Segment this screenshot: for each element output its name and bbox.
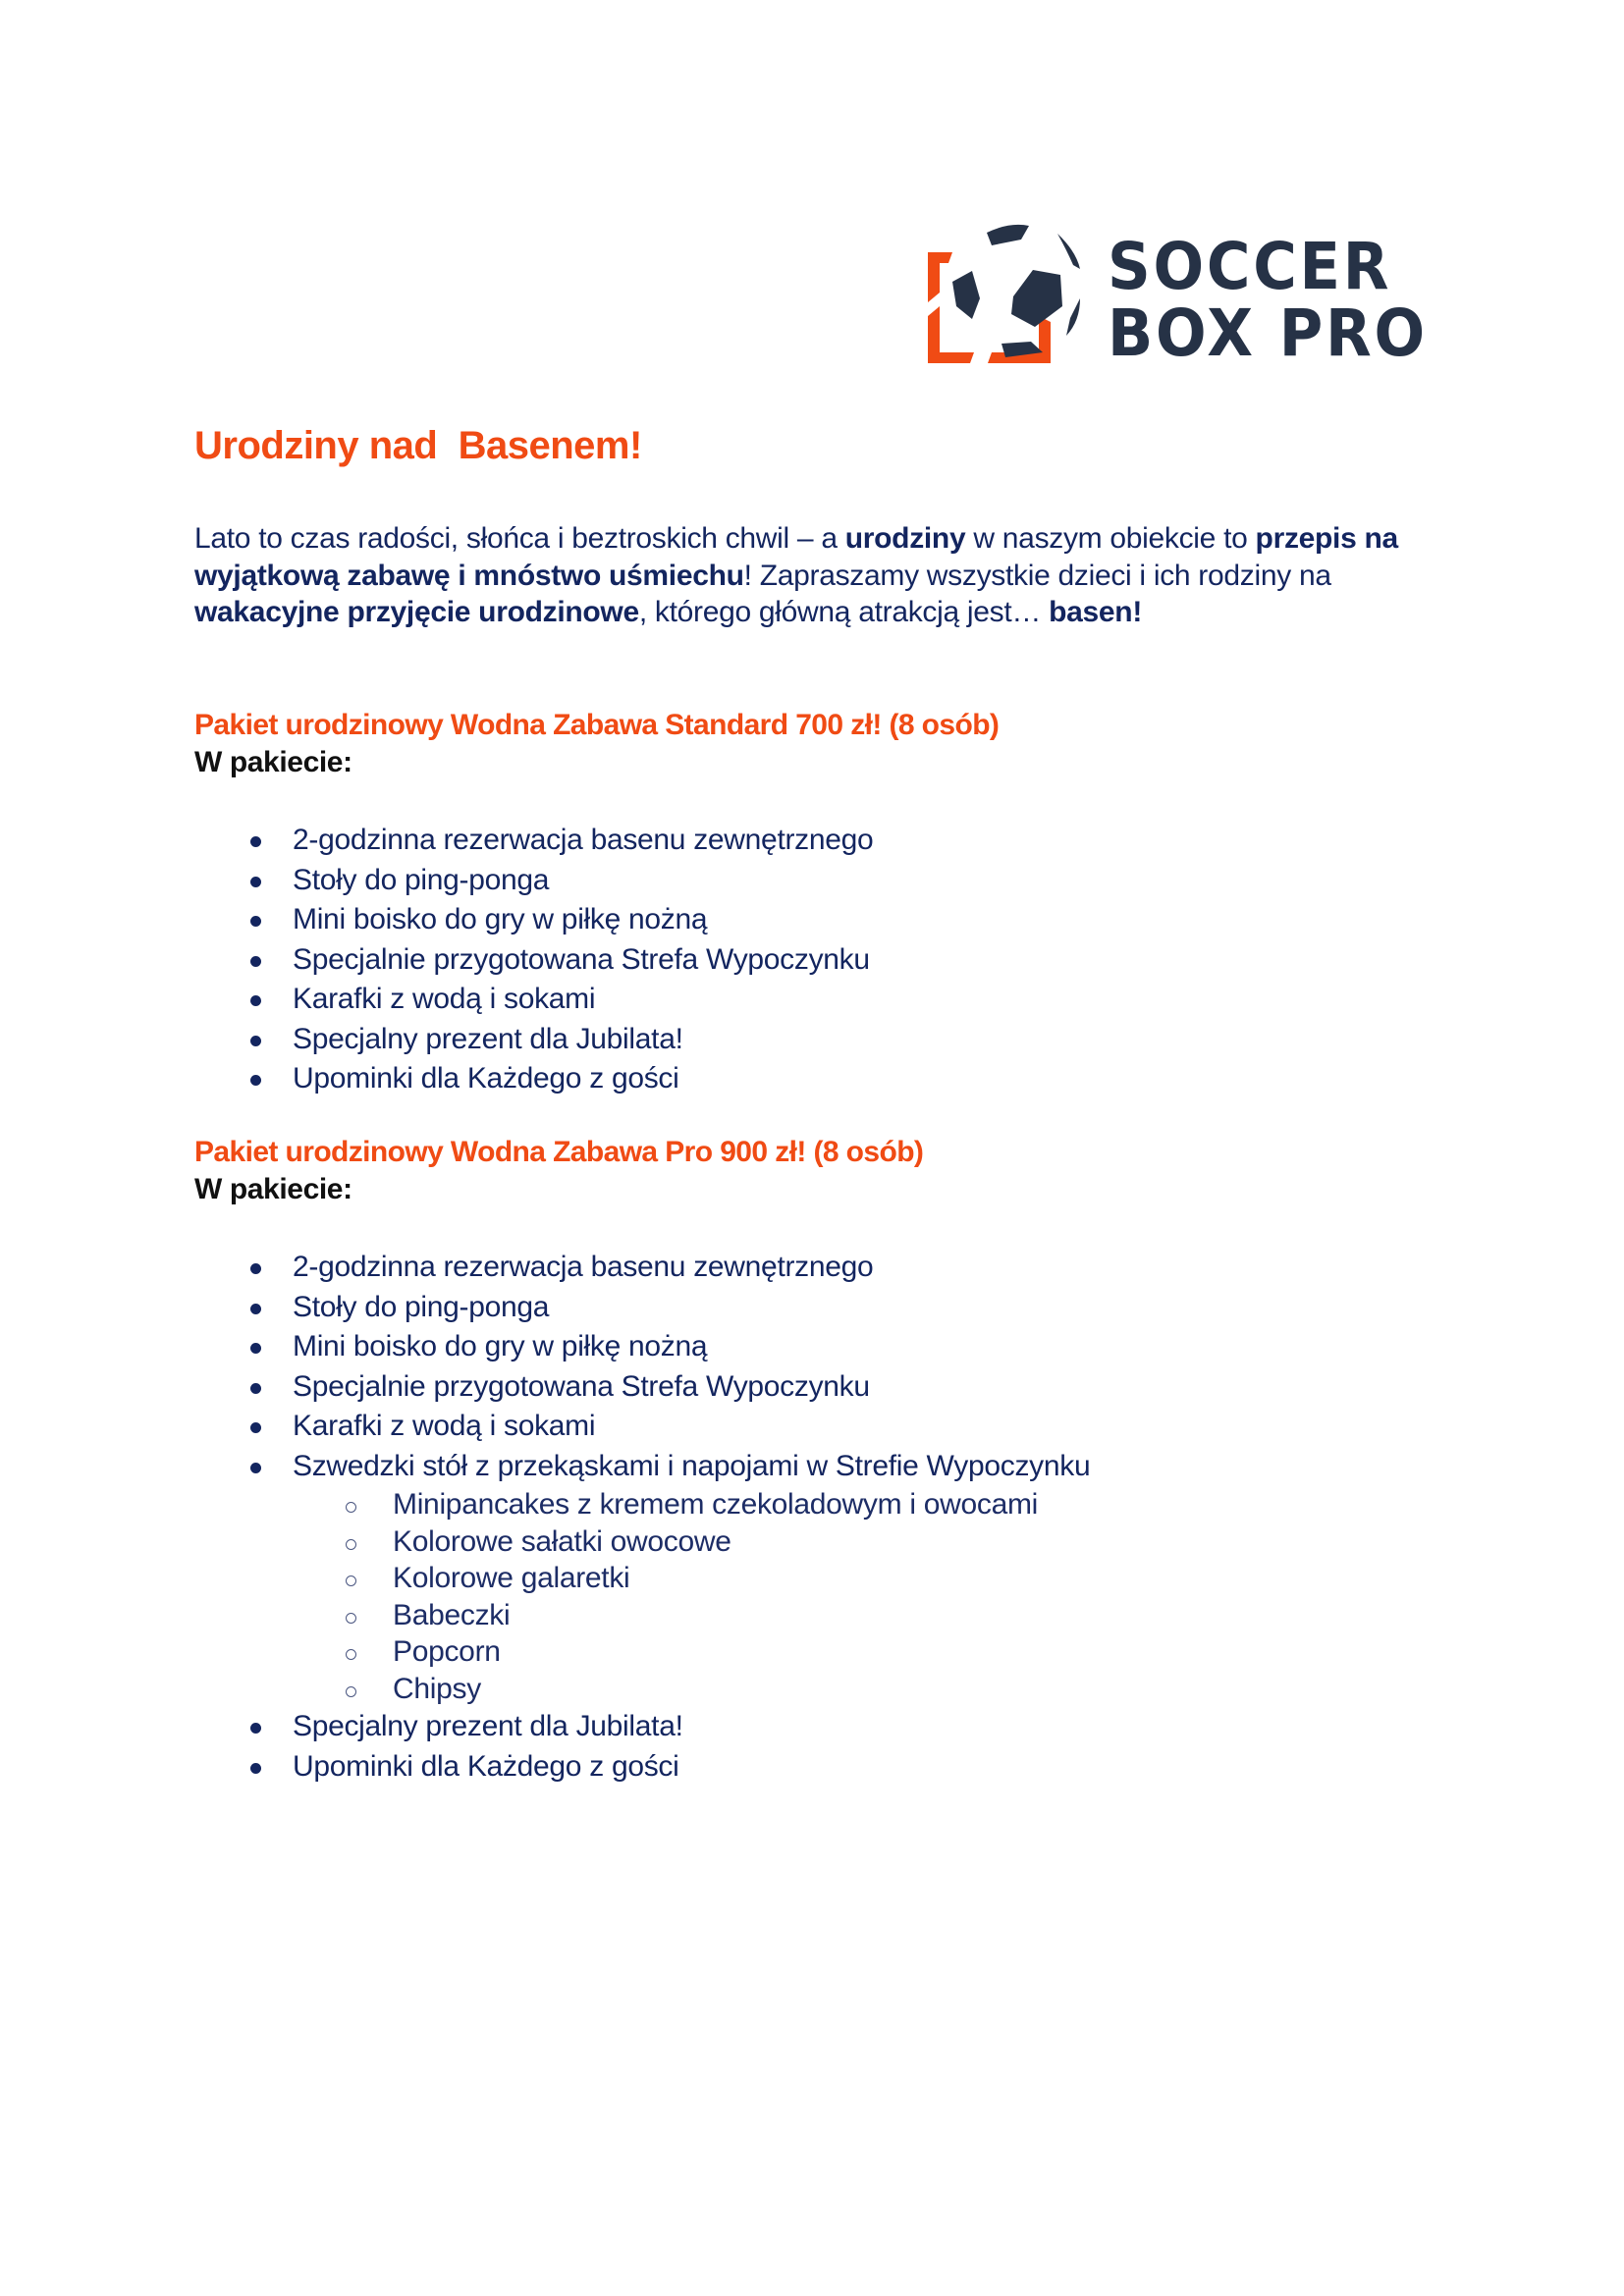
- sub-list-item-label: Popcorn: [393, 1635, 501, 1668]
- list-item: [0, 1747, 1090, 1788]
- circle-bullet-icon: [346, 1686, 356, 1697]
- sub-list-item-label: Chipsy: [393, 1672, 481, 1705]
- list-item: [0, 1447, 1090, 1487]
- bullet-icon: [250, 1422, 261, 1433]
- intro-segment: , którego główną atrakcją jest…: [638, 596, 1050, 628]
- bullet-icon: [250, 1075, 261, 1086]
- page-title: Urodziny nad Basenem!: [194, 424, 642, 467]
- sub-list: [0, 1486, 1090, 1707]
- list-item-label: Karafki z wodą i sokami: [293, 1410, 596, 1442]
- soccer-ball-icon: [923, 208, 1100, 375]
- intro-bold-segment: przepis na wyjątkową zabawę i mnóstwo uśmiechu: [194, 522, 1398, 592]
- list-item-label: 2-godzinna rezerwacja basenu zewnętrznego: [293, 824, 874, 856]
- logo-text-line2: BOX PRO: [1108, 295, 1428, 371]
- bullet-icon: [250, 916, 261, 927]
- bullet-icon: [250, 956, 261, 967]
- list-item-label: 2-godzinna rezerwacja basenu zewnętrznego: [293, 1251, 874, 1283]
- list-item: [0, 1327, 1090, 1367]
- circle-bullet-icon: [346, 1575, 356, 1586]
- list-item-label: Specjalny prezent dla Jubilata!: [293, 1710, 683, 1742]
- list-item: [0, 1288, 1090, 1328]
- sub-list-container: [0, 1486, 1090, 1707]
- sub-list-item-label: Minipancakes z kremem czekoladowym i owocami: [393, 1488, 1039, 1521]
- list-item: [0, 1248, 1090, 1288]
- package-pro-heading: Pakiet urodzinowy Wodna Zabawa Pro 900 zł! (8 osób): [194, 1136, 924, 1168]
- package-standard-heading: Pakiet urodzinowy Wodna Zabawa Standard 700 zł! (8 osób): [194, 709, 1000, 741]
- soccer-box-pro-logo: [923, 208, 1434, 375]
- package-standard-subheading: W pakiecie:: [194, 746, 352, 778]
- bullet-icon: [250, 1463, 261, 1473]
- circle-bullet-icon: [346, 1649, 356, 1660]
- list-item: [0, 1707, 1090, 1747]
- circle-bullet-icon: [346, 1613, 356, 1624]
- list-item-label: Karafki z wodą i sokami: [293, 983, 596, 1015]
- list-item-label: Stoły do ping-ponga: [293, 863, 550, 896]
- bullet-icon: [250, 995, 261, 1006]
- sub-list-item: [0, 1523, 1090, 1561]
- sub-list-item-label: Kolorowe sałatki owocowe: [393, 1524, 731, 1558]
- list-item-label: Upominki dla Każdego z gości: [293, 1749, 679, 1783]
- list-item: [0, 900, 873, 940]
- package-pro-list: [0, 1248, 1090, 1787]
- list-item: [0, 821, 873, 861]
- logo-text-line1: SOCCER: [1108, 229, 1392, 304]
- intro-paragraph: [194, 520, 1471, 631]
- bullet-icon: [250, 1343, 261, 1354]
- sub-list-item: [0, 1597, 1090, 1634]
- sub-list-item: [0, 1633, 1090, 1671]
- circle-bullet-icon: [346, 1502, 356, 1513]
- sub-list-item: [0, 1560, 1090, 1597]
- list-item-label: Upominki dla Każdego z gości: [293, 1062, 679, 1095]
- intro-bold-segment: urodziny: [844, 522, 966, 555]
- list-item: [0, 1020, 873, 1060]
- bullet-icon: [250, 1383, 261, 1394]
- sub-list-item-label: Kolorowe galaretki: [393, 1562, 630, 1594]
- sub-list-item: [0, 1486, 1090, 1523]
- circle-bullet-icon: [346, 1539, 356, 1550]
- bullet-icon: [250, 1263, 261, 1274]
- intro-bold-segment: basen!: [1049, 596, 1143, 628]
- bullet-icon: [250, 1723, 261, 1734]
- bullet-icon: [250, 877, 261, 887]
- bullet-icon: [250, 1304, 261, 1314]
- list-item: [0, 940, 873, 981]
- bullet-icon: [250, 836, 261, 847]
- list-item: [0, 861, 873, 901]
- bullet-icon: [250, 1036, 261, 1046]
- list-item: [0, 1407, 1090, 1447]
- list-item-label: Specjalnie przygotowana Strefa Wypoczynku: [293, 1369, 870, 1403]
- list-item: [0, 1059, 873, 1099]
- package-pro-subheading: W pakiecie:: [194, 1173, 352, 1205]
- list-item: [0, 980, 873, 1020]
- intro-segment: w naszym obiekcie to: [965, 522, 1256, 555]
- sub-list-item: [0, 1671, 1090, 1708]
- list-item-label: Mini boisko do gry w piłkę nożną: [293, 903, 708, 935]
- intro-bold-segment: wakacyjne przyjęcie urodzinowe: [194, 596, 639, 628]
- bullet-icon: [250, 1763, 261, 1774]
- list-item-label: Specjalny prezent dla Jubilata!: [293, 1022, 683, 1055]
- list-item: [0, 1367, 1090, 1408]
- package-standard-list: [0, 821, 873, 1099]
- list-item-label: Mini boisko do gry w piłkę nożną: [293, 1330, 708, 1362]
- sub-list-item-label: Babeczki: [393, 1598, 511, 1631]
- list-item-label: Szwedzki stół z przekąskami i napojami w Strefie Wypoczynku: [293, 1449, 1091, 1482]
- list-item-label: Stoły do ping-ponga: [293, 1290, 550, 1323]
- list-item-label: Specjalnie przygotowana Strefa Wypoczynku: [293, 942, 870, 976]
- intro-segment: ! Zapraszamy wszystkie dzieci i ich rodziny na: [743, 559, 1331, 592]
- intro-segment: Lato to czas radości, słońca i beztroskich chwil – a: [194, 522, 845, 555]
